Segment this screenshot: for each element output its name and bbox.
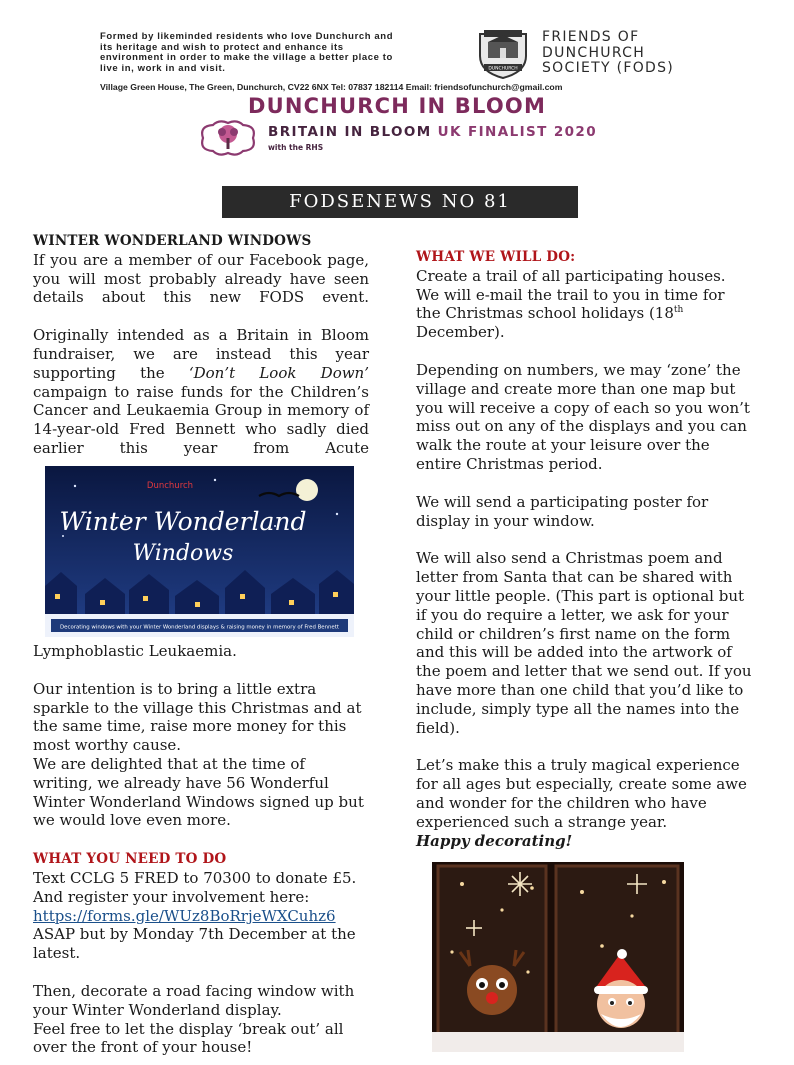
left-paragraph-5: Text CCLG 5 FRED to 70300 to donate £5.	[33, 868, 357, 887]
left-paragraph-7: ASAP but by Monday 7th December at the latest.	[33, 925, 356, 963]
happy-decorating-text: Happy decorating!	[416, 831, 573, 850]
campaign-name: ‘Don’t Look Down’	[188, 363, 369, 382]
society-name-line2: DUNCHURCH	[542, 44, 646, 61]
right-paragraph-1	[416, 267, 752, 342]
right-paragraph-4: We will also send a Christmas poem and letter from Santa that can be shared with your little people. (This part is optional but if you do require a letter, we ask for your child or children’s first name on the form and this will be added into the artwork of the poem and letter that we send out. If you have more than one child that you’d like to include, simply type all the names into the field).	[416, 549, 752, 737]
svg-text:DUNCHURCH: DUNCHURCH	[488, 66, 518, 72]
contact-address: Village Green House, The Green, Dunchurch, CV22 6NX Tel: 07837 182114 Email: friendsofunchurch@gmail.com	[100, 82, 563, 92]
svg-text:Dunchurch: Dunchurch	[146, 481, 194, 491]
p2-post: campaign to raise funds for the Children’s Cancer and Leukaemia Group in memory of 14-year-old Fred Bennett who sadly died earlier this year from Acute	[33, 382, 369, 457]
left-paragraph-8: Then, decorate a road facing window with your Winter Wonderland display.	[33, 981, 355, 1019]
britain-in-bloom-text: BRITAIN IN BLOOM	[268, 124, 432, 140]
happy-decorating	[416, 832, 752, 851]
right-column	[416, 248, 752, 850]
left-paragraph-2-end: Lymphoblastic Leukaemia.	[33, 642, 237, 660]
left-paragraph-9: Feel free to let the display ‘break out’ all over the front of your house!	[33, 1019, 344, 1057]
left-paragraph-4: We are delighted that at the time of writing, we already have 56 Wonderful Winter Wonderland Windows signed up but we would love even more.	[33, 754, 364, 830]
decorated-window-photo	[432, 862, 684, 1052]
svg-text:Windows: Windows	[132, 541, 234, 566]
britain-in-bloom-line	[268, 124, 597, 140]
registration-link[interactable]: https://forms.gle/WUz8BoRrjeWXCuhz6	[33, 906, 336, 925]
rhs-text: with the RHS	[268, 143, 324, 152]
p2-pre: Originally intended as a Britain in Bloom fundraiser, we are instead this year supporting the	[33, 326, 369, 382]
society-name	[542, 30, 674, 77]
heading-what-we-will-do: WHAT WE WILL DO:	[416, 249, 576, 265]
date-suffix: th	[673, 305, 684, 316]
right-paragraph-3: We will send a participating poster for display in your window.	[416, 492, 709, 530]
left-paragraph-1: If you are a member of our Facebook page, you will most probably already have seen details about this new FODS event.	[33, 250, 369, 307]
society-name-line3: SOCIETY (FODS)	[542, 60, 675, 76]
society-name-line1: FRIENDS OF	[542, 29, 640, 45]
uk-finalist-text: UK FINALIST 2020	[437, 124, 598, 140]
left-paragraph-2	[33, 326, 369, 458]
winter-wonderland-poster	[45, 466, 354, 637]
svg-text:Decorating windows with your W: Decorating windows with your Winter Wonderland displays & raising money in memory of Fred Bennett	[60, 624, 339, 631]
trail-text-end: December).	[416, 323, 505, 342]
left-paragraph-6: And register your involvement here:	[33, 887, 310, 906]
dunchurch-in-bloom-title: DUNCHURCH IN BLOOM	[247, 94, 547, 118]
society-crest-logo	[474, 28, 532, 80]
heading-winter-wonderland: WINTER WONDERLAND WINDOWS	[33, 233, 312, 249]
left-column	[33, 232, 369, 458]
britain-in-bloom-logo	[195, 118, 261, 158]
society-intro: Formed by likeminded residents who love Dunchurch and its heritage and wish to protect and enhance its environment in order to make the village a better place to live in, work in and visit.	[100, 31, 394, 74]
left-paragraph-3: Our intention is to bring a little extra sparkle to the village this Christmas and at the same time, raise more money for this most worthy cause.	[33, 679, 362, 755]
left-column-continued	[33, 642, 369, 1057]
trail-text: Create a trail of all participating houses. We will e-mail the trail to you in time for the Christmas school holidays (18	[416, 266, 726, 323]
newsletter-banner: FODSENEWS NO 81	[222, 186, 578, 218]
svg-text:Winter Wonderland: Winter Wonderland	[59, 507, 307, 536]
right-paragraph-2: Depending on numbers, we may ‘zone’ the village and create more than one map but you will receive a copy of each so you won’t miss out on any of the displays and you can walk the route at your leisure over the entire Christmas period.	[416, 360, 750, 473]
heading-what-you-need-to-do: WHAT YOU NEED TO DO	[33, 851, 227, 868]
right-paragraph-5: Let’s make this a truly magical experience for all ages but especially, create some awe and wonder for the children who have experienced such a strange year.	[416, 756, 747, 831]
